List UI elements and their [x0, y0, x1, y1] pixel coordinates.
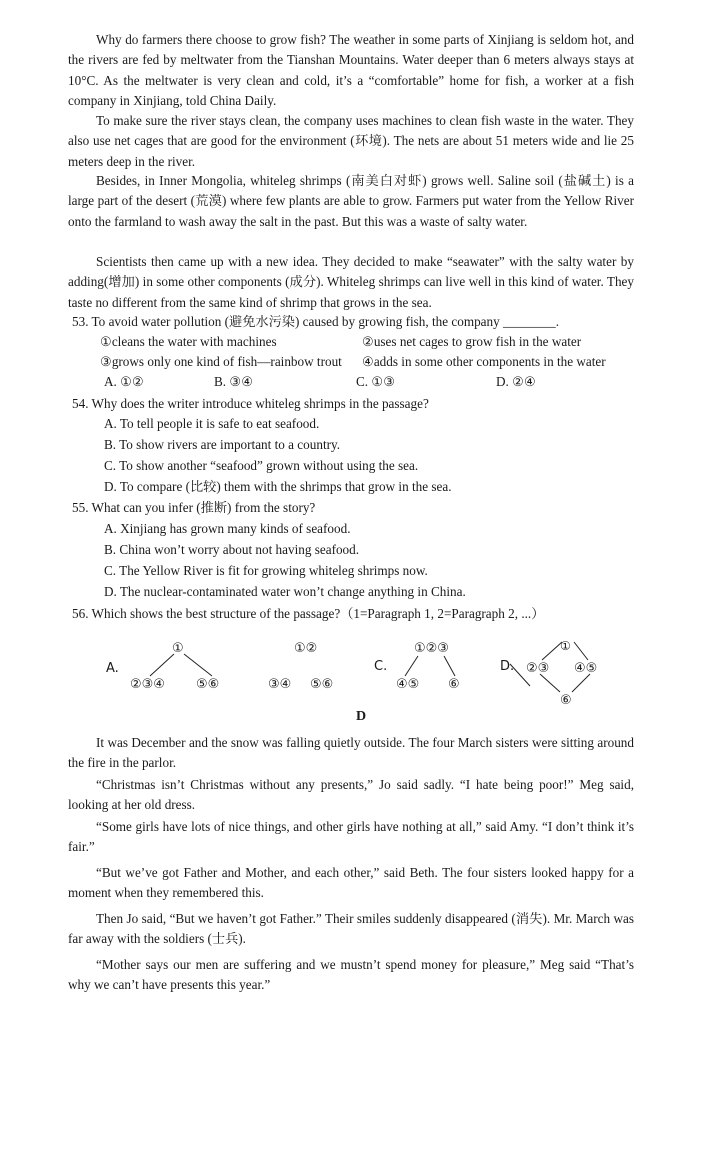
structure-diagram-options [100, 636, 620, 706]
passage-c-paragraph-2: To make sure the river stays clean, the company uses machines to clean fish waste in the water. They also use net cages that are good for the environment (环境). The nets are about 51 meters wide and lie 25 meters deep in the river. [68, 113, 634, 169]
passage-d-paragraph-4: “But we’ve got Father and Mother, and each other,” said Beth. The four sisters looked happy for a moment when they remembered this. [68, 865, 634, 901]
diagram-c-line-right [444, 656, 455, 676]
diagram-d-right: ④⑤ [574, 661, 598, 676]
question-54-stem: 54. Why does the writer introduce whiteleg shrimps in the passage? [72, 396, 429, 411]
passage-d-heading: D [355, 709, 367, 724]
q53-option-c[interactable]: C. ①③ [356, 374, 396, 389]
q54-option-d[interactable]: D. To compare (比较) them with the shrimps that grow in the sea. [104, 479, 452, 494]
q53-option-a[interactable]: A. ①② [104, 374, 144, 389]
diagram-a-line-right [184, 654, 212, 676]
q53-option-b[interactable]: B. ③④ [214, 374, 254, 389]
q54-option-c[interactable]: C. To show another “seafood” grown without using the sea. [104, 458, 419, 473]
q54-option-a[interactable]: A. To tell people it is safe to eat seafood. [104, 416, 320, 431]
q55-option-a[interactable]: A. Xinjiang has grown many kinds of seafood. [104, 521, 351, 536]
q53-option-d[interactable]: D. ②④ [496, 374, 536, 389]
diagram-d-line-bottom-right [572, 674, 590, 692]
passage-c-paragraph-1: Why do farmers there choose to grow fish? The weather in some parts of Xinjiang is seldom hot, and the rivers are fed by meltwater from the Tianshan Mountains. Water deeper than 6 meters always stays at 10°C. As the meltwater is very clean and cold, it’s a “comfortable” home for fish, a worker at a fish company in Xinjiang, told China Daily. [68, 32, 634, 109]
passage-d-paragraph-1: It was December and the snow was falling quietly outside. The four March sisters were sitting around the fire in the parlor. [68, 735, 634, 771]
q53-statement-4: ④adds in some other components in the water [362, 354, 606, 369]
diagram-d-line-bottom-left [540, 674, 560, 692]
question-55-stem: 55. What can you infer (推断) from the story? [72, 500, 316, 515]
diagram-a-label[interactable]: A. [106, 661, 119, 676]
diagram-b-left: ③④ [268, 677, 292, 692]
diagram-d-left: ②③ [526, 661, 550, 676]
q53-statement-3: ③grows only one kind of fish—rainbow trout [100, 354, 342, 369]
diagram-d-line-top-right [574, 642, 588, 660]
q55-option-d[interactable]: D. The nuclear-contaminated water won’t change anything in China. [104, 584, 466, 599]
q54-option-b[interactable]: B. To show rivers are important to a country. [104, 437, 341, 452]
passage-d-paragraph-3: “Some girls have lots of nice things, and other girls have nothing at all,” said Amy. “I don’t think it’s fair.” [68, 819, 634, 855]
passage-d-paragraph-2: “Christmas isn’t Christmas without any presents,” Jo said sadly. “I hate being poor!” Meg said, looking at her old dress. [68, 777, 634, 813]
question-56-stem: 56. Which shows the best structure of the passage?（1=Paragraph 1, 2=Paragraph 2, ...） [72, 606, 545, 621]
diagram-d-top: ① [560, 638, 571, 653]
diagram-c-left: ④⑤ [396, 677, 420, 692]
question-53-stem: 53. To avoid water pollution (避免水污染) caused by growing fish, the company ________. [72, 314, 560, 329]
diagram-b-right: ⑤⑥ [310, 677, 334, 692]
diagram-c-line-left [405, 656, 418, 676]
diagram-d-line-top-left [542, 642, 562, 660]
q53-statement-2: ②uses net cages to grow fish in the water [362, 334, 582, 349]
diagram-c-right: ⑥ [448, 677, 460, 692]
passage-c-paragraph-4: Scientists then came up with a new idea. They decided to make “seawater” with the salty water by adding(增加) in some other components (成分). Whiteleg shrimps can live well in this kind of water. They taste no different from the same kind of shrimp that grows in the sea. [68, 254, 634, 310]
passage-c-paragraph-3: Besides, in Inner Mongolia, whiteleg shrimps (南美白对虾) grows well. Saline soil (盐碱土) is a large part of the desert (荒漠) where few plants are able to grow. Farmers put water from the Yellow River onto the farmland to wash away the salt in the past. But this was a waste of salty water. [68, 173, 634, 229]
diagram-c-label[interactable]: C. [374, 659, 388, 674]
diagram-d-label[interactable]: D. [500, 659, 515, 674]
q55-option-b[interactable]: B. China won’t worry about not having seafood. [104, 542, 360, 557]
diagram-a-top: ① [172, 641, 184, 656]
diagram-a-right: ⑤⑥ [196, 677, 220, 692]
passage-d-paragraph-5: Then Jo said, “But we haven’t got Father.” Their smiles suddenly disappeared (消失). Mr. March was far away with the soldiers (士兵). [68, 911, 634, 947]
q55-option-c[interactable]: C. The Yellow River is fit for growing whiteleg shrimps now. [104, 563, 428, 578]
diagram-b-top: ①② [294, 641, 318, 656]
diagram-d-bottom: ⑥ [560, 693, 572, 706]
q53-statement-1: ①cleans the water with machines [100, 334, 277, 349]
passage-d-paragraph-6: “Mother says our men are suffering and we mustn’t spend money for pleasure,” Meg said “That’s why we can’t have presents this year.” [68, 957, 634, 993]
diagram-a-left: ②③④ [130, 677, 165, 692]
diagram-c-top: ①②③ [414, 641, 449, 656]
diagram-a-line-left [150, 654, 174, 676]
